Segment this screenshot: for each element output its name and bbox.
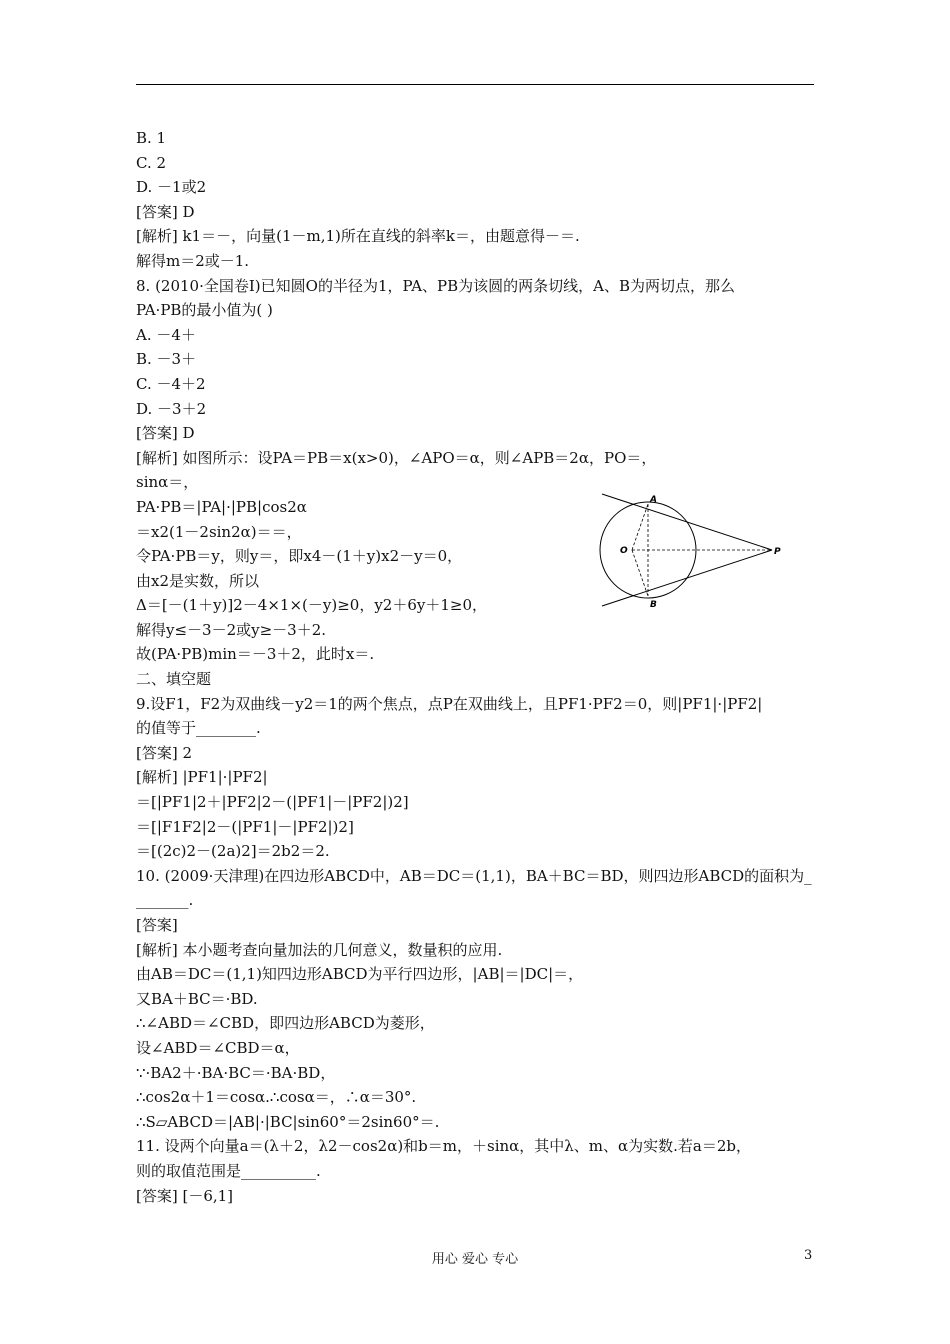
text-line: [答案] D — [136, 424, 195, 443]
text-line: 设∠ABD＝∠CBD＝α， — [136, 1038, 300, 1057]
label-o: O — [620, 546, 628, 556]
label-b: B — [650, 600, 657, 610]
document-body — [136, 126, 826, 1208]
text-line: C. －4＋2 — [136, 374, 206, 393]
text-line: ＝[|PF1|2＋|PF2|2－(|PF1|－|PF2|)2] — [136, 793, 409, 812]
text-line: 的值等于________. — [136, 719, 261, 738]
label-a: A — [650, 495, 657, 505]
text-line: [解析] 如图所示：设PA＝PB＝x(x>0)，∠APO＝α，则∠APB＝2α，PO＝， — [136, 448, 657, 467]
text-line: 8. (2010·全国卷Ⅰ)已知圆O的半径为1，PA、PB为该圆的两条切线，A、B为两切点，那么 — [136, 276, 736, 295]
text-line: ＝x2(1－2sin2α)＝＝， — [136, 522, 302, 541]
text-line: 令PA·PB＝y，则y＝，即x4－(1＋y)x2－y＝0， — [136, 547, 463, 566]
text-line: ∵·BA2＋·BA·BC＝·BA·BD， — [136, 1063, 336, 1082]
text-line: ∴cos2α＋1＝cosα.∴cosα＝，∴α＝30°. — [136, 1088, 417, 1107]
text-line: [答案] 2 — [136, 743, 193, 762]
text-line: [答案] — [136, 916, 178, 934]
text-line: 10. (2009·天津理)在四边形ABCD中，AB＝DC＝(1,1)，BA＋BC＝BD，则四边形ABCD的面积为_ — [136, 866, 812, 885]
text-line: 故(PA·PB)min＝－3＋2，此时x＝. — [136, 645, 375, 664]
text-line: A. －4＋ — [136, 325, 196, 344]
text-line: [解析] 本小题考查向量加法的几何意义，数量积的应用. — [136, 940, 503, 959]
text-line: 二、填空题 — [136, 670, 212, 689]
text-line: [答案] [－6,1] — [136, 1186, 234, 1205]
text-line: 则的取值范围是__________. — [136, 1161, 321, 1180]
text-line: B. 1 — [136, 129, 167, 147]
tangent-line-pa — [602, 494, 772, 550]
page-number: 3 — [804, 1248, 813, 1263]
text-line: 又BA＋BC＝·BD. — [136, 989, 258, 1008]
text-line: PA·PB＝|PA|·|PB|cos2α — [136, 497, 307, 516]
text-line: 解得m＝2或－1. — [136, 251, 250, 270]
text-line: [解析] |PF1|·|PF2| — [136, 768, 268, 787]
text-line: 由AB＝DC＝(1,1)知四边形ABCD为平行四边形，|AB|＝|DC|＝， — [136, 965, 584, 984]
text-line: C. 2 — [136, 153, 167, 172]
text-line: _______. — [136, 891, 194, 910]
tangent-circle-figure — [580, 488, 790, 618]
radius-oa — [632, 504, 648, 550]
text-line: sinα＝， — [136, 473, 199, 492]
header-rule — [136, 84, 814, 85]
text-line: D. －3＋2 — [136, 399, 207, 418]
text-line: ∴S▱ABCD＝|AB|·|BC|sin60°＝2sin60°＝. — [136, 1112, 440, 1131]
text-line: 解得y≤－3－2或y≥－3＋2. — [136, 620, 327, 639]
label-p: P — [774, 547, 781, 557]
text-line: B. －3＋ — [136, 350, 197, 369]
text-line: Δ＝[－(1＋y)]2－4×1×(－y)≥0，y2＋6y＋1≥0， — [136, 596, 488, 615]
tangent-line-pb — [602, 550, 772, 606]
text-line: [答案] D — [136, 202, 195, 221]
text-line: 11. 设两个向量a＝(λ＋2，λ2－cos2α)和b＝m，＋sinα，其中λ、m、α为实数.若a＝2b， — [136, 1137, 752, 1156]
text-line: 9.设F1，F2为双曲线－y2＝1的两个焦点，点P在双曲线上，且PF1·PF2＝0，则|PF1|·|PF2| — [136, 694, 763, 713]
footer-slogan: 用心 爱心 专心 — [431, 1252, 519, 1267]
text-line: 由x2是实数，所以 — [136, 571, 260, 590]
text-line: [解析] k1＝－，向量(1－m,1)所在直线的斜率k＝，由题意得－＝. — [136, 227, 580, 246]
text-line: ＝[|F1F2|2－(|PF1|－|PF2|)2] — [136, 817, 354, 836]
text-line: PA·PB的最小值为( ) — [136, 301, 273, 320]
text-line: ∴∠ABD＝∠CBD，即四边形ABCD为菱形， — [136, 1014, 435, 1033]
radius-ob — [632, 550, 648, 596]
text-line: D. －1或2 — [136, 178, 207, 197]
text-line: ＝[(2c)2－(2a)2]＝2b2＝2. — [136, 842, 330, 861]
